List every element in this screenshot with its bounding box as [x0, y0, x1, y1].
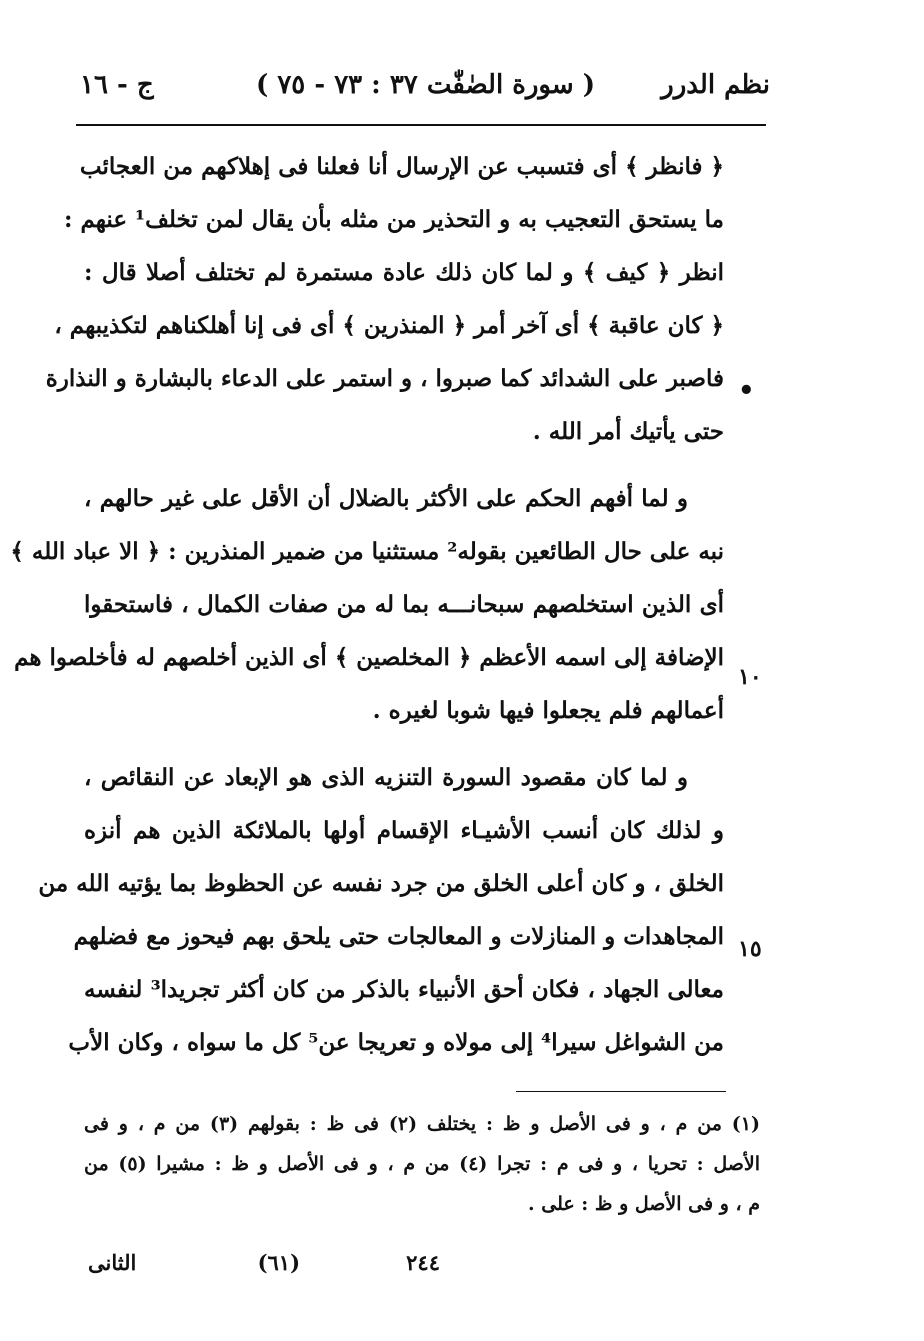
text-line: ﴿ كان عاقبة ﴾ أى آخر أمر ﴿ المنذرين ﴾ أى فى إنا أهلكناهم لتكذيبهم ، [54, 312, 724, 339]
text-line: الإضافة إلى اسمه الأعظم ﴿ المخلصين ﴾ أى الذين أخلصهم له فأخلصوا هم [14, 644, 724, 671]
text-line: المجاهدات و المنازلات و المعالجات حتى يلحق بهم فيحوز مع فضلهم [73, 923, 724, 950]
text-line: انظر ﴿ كيف ﴾ و لما كان ذلك عادة مستمرة لم تختلف أصلا قال : [84, 259, 724, 286]
text-line: معالى الجهاد ، فكان أحق الأنبياء بالذكر من كان أكثر تجريدا³ لنفسه [84, 976, 724, 1003]
text-line: ما يستحق التعجيب به و التحذير من مثله بأن يقال لمن تخلف¹ عنهم : [63, 206, 724, 233]
book-title: نظم الدرر [661, 70, 770, 100]
footnote-line: الأصل : تحريا ، و فى م : تجرا (٤) من م ، و فى الأصل و ظ : مشيرا (٥) من [84, 1153, 760, 1175]
surah-reference: ( سورة الصٰفّٰت ٣٧ : ٧٣ - ٧٥ ) [255, 70, 595, 100]
text-line: و لما أفهم الحكم على الأكثر بالضلال أن الأقل على غير حالهم ، [84, 485, 688, 512]
volume-label: الثانى [88, 1250, 137, 1275]
part-number: ج - ١٦ [80, 70, 154, 100]
paragraph-bullet: • [738, 376, 755, 406]
text-line: أى الذين استخلصهم سبحانـــه بما له من صفات الكمال ، فاستحقوا [84, 591, 724, 618]
footnote-line: م ، و فى الأصل و ظ : على . [528, 1193, 760, 1215]
text-line: أعمالهم فلم يجعلوا فيها شوبا لغيره . [372, 697, 724, 724]
line-number-15: ١٥ [738, 936, 762, 962]
line-number-10: ١٠ [738, 664, 762, 690]
page-footer [80, 1250, 760, 1290]
text-line: فاصبر على الشدائد كما صبروا ، و استمر على الدعاء بالبشارة و النذارة [45, 365, 724, 392]
header-rule [76, 124, 766, 126]
text-line: ﴿ فانظر ﴾ أى فتسبب عن الإرسال أنا فعلنا فى إهلاكهم من العجائب [79, 153, 724, 180]
footnotes [84, 1104, 760, 1224]
main-text [10, 140, 724, 1069]
text-line: نبه على حال الطائعين بقوله² مستثنيا من ضمير المنذرين : ﴿ الا عباد الله ﴾ [10, 538, 724, 565]
text-line: و لما كان مقصود السورة التنزيه الذى هو الإبعاد عن النقائص ، [84, 764, 688, 791]
footnote-line: (١) من م ، و فى الأصل و ظ : يختلف (٢) فى ظ : بقولهم (٣) من م ، و فى [84, 1113, 761, 1135]
running-header [80, 70, 770, 120]
page-number: ٢٤٤ [406, 1250, 440, 1275]
text-line: حتى يأتيك أمر الله . [532, 418, 724, 445]
footnote-rule [516, 1091, 726, 1092]
text-line: الخلق ، و كان أعلى الخلق من جرد نفسه عن الحظوظ بما يؤتيه الله من [38, 870, 724, 897]
text-line: من الشواغل سيرا⁴ إلى مولاه و تعريجا عن⁵ كل ما سواه ، وكان الأب [68, 1029, 724, 1056]
text-line: و لذلك كان أنسب الأشيـاء الإقسام أولها بالملائكة الذين هم أنزه [84, 817, 724, 844]
signature-mark: (٦١) [257, 1250, 300, 1275]
